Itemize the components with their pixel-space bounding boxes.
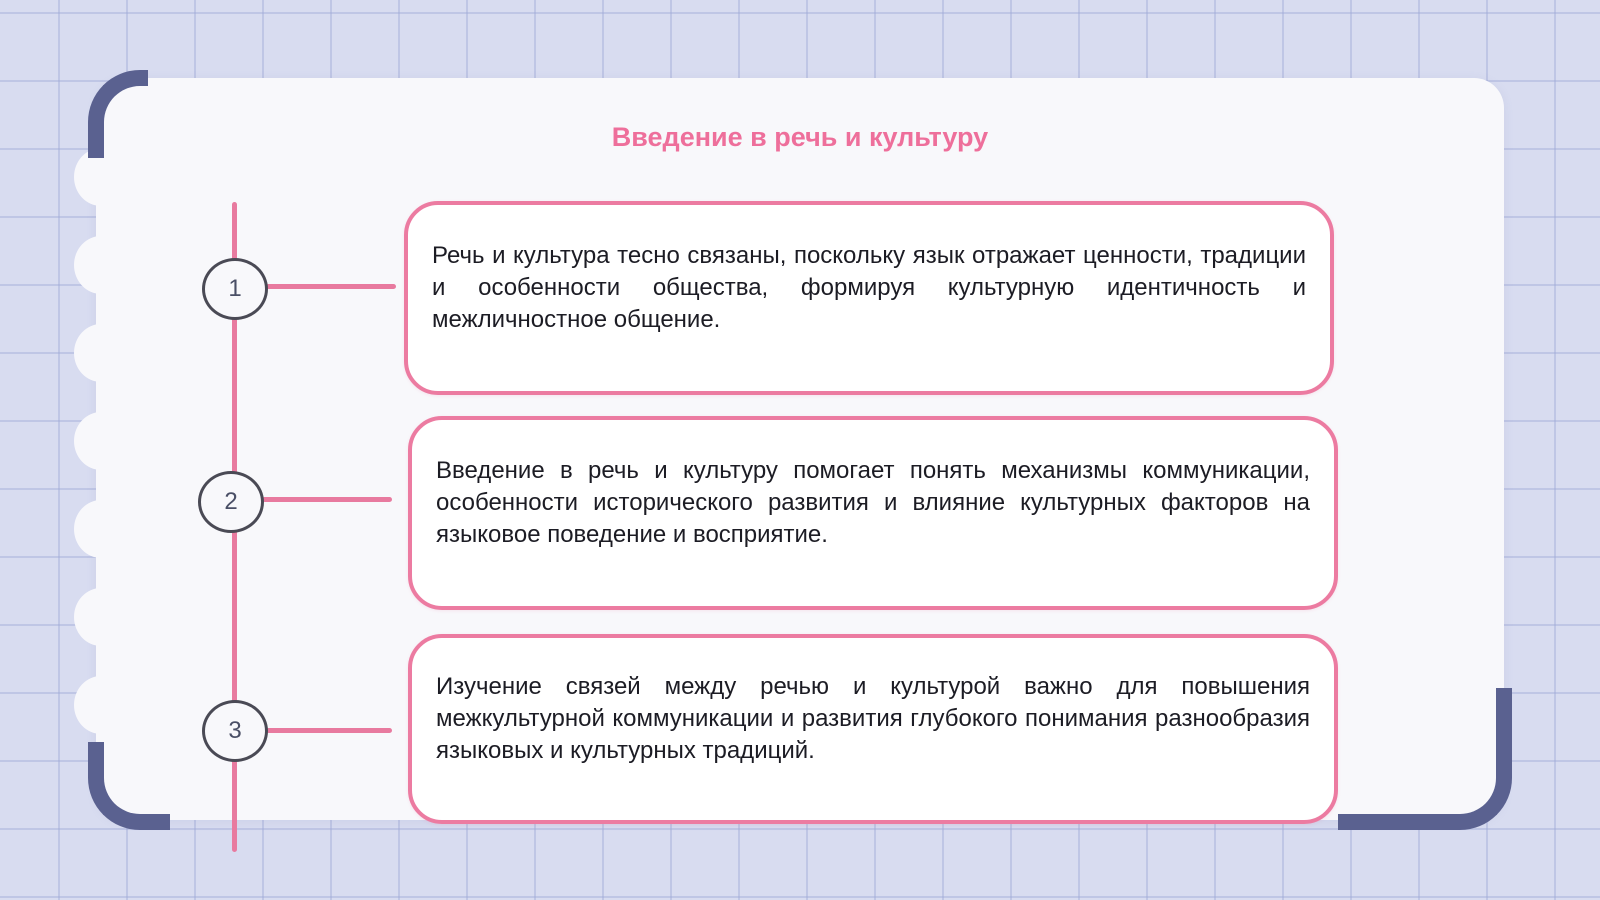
timeline-connector-1: [266, 284, 396, 289]
timeline-connector-3: [266, 728, 392, 733]
paper-scallop: [74, 676, 128, 734]
paper-scallop: [74, 500, 128, 558]
frame-corner-top-left: [88, 70, 148, 158]
step-card-3: [408, 634, 1338, 824]
step-number-1: 1: [202, 258, 268, 320]
paper-scallop: [74, 412, 128, 470]
step-card-1: [404, 201, 1334, 395]
timeline-connector-2: [262, 497, 392, 502]
frame-corner-bottom-right: [1338, 688, 1512, 830]
slide-title: Введение в речь и культуру: [611, 122, 989, 152]
paper-scallop: [74, 588, 128, 646]
step-card-text: Изучение связей между речью и культурой важно для повышения межкультурной коммуникации и развития глубокого понимания разнообразия языковых и культурных традиций.: [436, 673, 1310, 764]
step-number-3: 3: [202, 700, 268, 762]
frame-corner-bottom-left: [88, 742, 170, 830]
step-card-text: Речь и культура тесно связаны, поскольку язык отражает ценности, традиции и особенности общества, формируя культурную идентичность и межличностное общение.: [432, 242, 1306, 333]
step-card-text: Введение в речь и культуру помогает понять механизмы коммуникации, особенности исторического развития и влияние культурных факторов на языковое поведение и восприятие.: [436, 457, 1310, 548]
step-number-2: 2: [198, 471, 264, 533]
paper-scallop: [74, 236, 128, 294]
step-card-2: [408, 416, 1338, 610]
paper-scallop: [74, 324, 128, 382]
